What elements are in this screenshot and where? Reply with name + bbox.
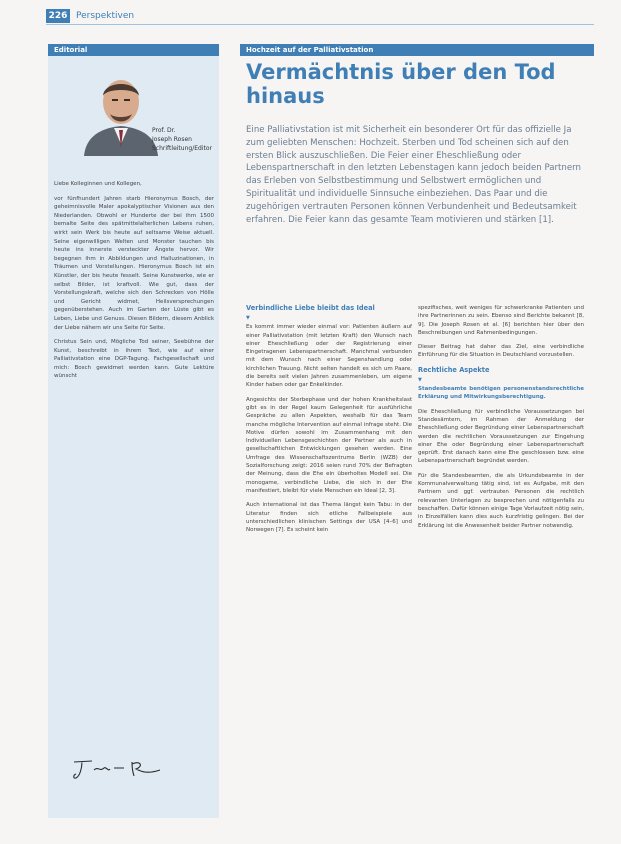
column-paragraph: Angesichts der Sterbephase und der hohen Krankheitslast gibt es in der Regel kaum Gelegenheit für ausführliche Gespräche zu allen Aspekten, weshalb für das Team manche mögliche Intervention auf einmal infrage steht. Die Motive dürfen sowohl im Zusammenhang mit den Individuellen Lebensgeschichten der Partner als auch in gesellschaftlichen Entwicklungen gesehen werden. Eine Umfrage des Wissenschaftszentrums Berlin (WZB) der Sozialforschung zeigt: 2016 seien rund 70% der Befragten der Meinung, dass die Ehe ein überholtes Modell sei. Die monogame, verbindliche Liebe, die sich in der Ehe manifestiert, bleibt für viele Menschen ein Ideal [2, 3]. — [246, 396, 412, 494]
editorial-label: Editorial — [48, 44, 219, 56]
article-lead: Eine Palliativstation ist mit Sicherheit ein besonderer Ort für das offizielle Ja zum geliebten Menschen: Hochzeit. Sterben und Tod scheinen sich auf den ersten Blick auszuschließen. Die Feier einer Eheschließung oder Lebenspartnerschaft in den letzten Lebenstagen kann jedoch beiden Partnern das Erleben von Selbstbestimmung und Selbstwert ermöglichen und Spiritualität und individuelle Sinnsuche einbeziehen. Das Paar und die zugehörigen vertrauten Personen können Verbundenheit und Bedeutsamkeit erfahren. Die Feier kann das gesamte Team motivieren und stärken [1]. — [246, 125, 581, 225]
column-heading: Rechtliche Aspekte — [418, 365, 490, 374]
signature — [70, 756, 170, 786]
page-header — [0, 0, 621, 26]
article-column-2 — [418, 304, 584, 536]
author-title: Prof. Dr. — [152, 127, 176, 134]
column-paragraph: Dieser Beitrag hat daher das Ziel, eine verbindliche Einführung für die Situation in Deutschland vorzustellen. — [418, 344, 584, 359]
editorial-text — [54, 180, 214, 387]
section-intro: Standesbeamte benötigen personenstandsrechtliche Erklärung und Mitwirkungsberechtigung. — [418, 386, 584, 401]
article-title: Vermächtnis über den Tod hinaus — [246, 60, 556, 108]
page-number: 226 — [46, 9, 70, 23]
editorial-salutation: Liebe Kolleginnen und Kollegen, — [54, 181, 142, 187]
header-rule — [46, 24, 594, 25]
arrow-down-icon: ▼ — [246, 315, 250, 322]
article-column-1 — [246, 304, 412, 540]
column-paragraph: Auch international ist das Thema längst kein Tabu: in der Literatur finden sich etliche Fallbeispiele aus unterschiedlichen klinischen Settings der USA [4–6] und Norwegen [7]. Es scheint kein — [246, 502, 412, 534]
column-paragraph: Es kommt immer wieder einmal vor: Patienten äußern auf einer Palliativstation (mit letzten Kraft) den Wunsch nach einer Eheschließung oder der Registrierung einer Eingetragenen Lebenspartnerschaft. Manchmal verbunden mit dem Wunsch nach einer Segenshandlung oder kirchlichen Trauung. Nicht selten handelt es sich um Paare, die bereits seit vielen Jahren zusammenleben, um eigene Kinder haben oder gar Enkelkinder. — [246, 324, 412, 389]
section-label: Perspektiven — [76, 11, 135, 21]
editorial-panel — [48, 44, 219, 818]
column-paragraph: Für die Standesbeamten, die als Urkundsbeamte in der Kommunalverwaltung tätig sind, ist es Aufgabe, mit den Partnern und ggf. vertrauten Personen die rechtlich relevanten Unterlagen zu besprechen und nötigenfalls zu beschaffen. Dafür können einige Tage Vorlaufzeit nötig sein, in Einzelfällen kann dies auch kurzfristig gelingen. Bei der Erklärung ist die Anwesenheit beider Partner notwendig. — [418, 472, 584, 529]
column-paragraph: Die Eheschließung für verbindliche Voraussetzungen bei Standesämtern, im Rahmen der Anmeldung der Eheschließung oder Begründung einer Lebenspartnerschaft werden die rechtlichen Voraussetzungen zur Eingehung einer Ehe oder Begründung einer Lebenspartnerschaft geprüft. Erst danach kann eine Ehe geschlossen bzw. eine Lebenspartnerschaft begründet werden. — [418, 408, 584, 465]
editorial-paragraph: vor fünfhundert Jahren starb Hieronymus Bosch, der geheimnisvolle Maler apokalyptischer Visionen aus den Niederlanden. Obwohl er Hunderte der bei ihm 1500 bemalte Seite des spätmittelalterlichen Lebens ruhen, wirkt sein Werk bis heute auf seltsame Weise aktuell. Seine eigenwilligen Welten und Monster tauchen bis heute ins innerste versteckter Ängste hervor. Wir begegnen ihm in Abbildungen und Halluzinationen, in Träumen und Vorstellungen. Hieronymus Bosch ist ein Künstler, der bis heute fesselt. Seine Kunstwerke, wie er selbst Bilder, ist kraftvoll. Wie gut, dass der Vorstellungskraft, welche sich den Schrecken von Hölle und Gericht widmet, Heilsversprechungen gegenüberstehen. Auch im Garten der Lüste gibt es Leben, Liebe und Genuss. Diesen Bildern, diesem Anblick der Liebe nähern wir uns Seite für Seite. — [54, 195, 214, 331]
arrow-down-icon: ▼ — [418, 377, 422, 384]
author-info — [152, 126, 216, 153]
column-heading: Verbindliche Liebe bleibt das Ideal — [246, 304, 375, 312]
author-name: Joseph Rosen — [152, 136, 192, 143]
article-category: Hochzeit auf der Palliativstation — [240, 44, 594, 56]
column-paragraph: spezifisches, weit weniges für schwerkranke Patienten und ihre Partnerinnen zu sein. Ebenso sind Berichte bekannt [8, 9]. Die Joseph Rosen et al. [6] berichten hier über den Beschreibungen und Rahmenbedingungen. — [418, 305, 584, 336]
editorial-paragraph: Christus Sein und, Mögliche Tod seiner, Seebühne der Kunst, beschreibt in ihrem Text, wie auf einer Palliativstation eine DGP-Tagung. Fachgesellschaft und mich: Bosch gewidmet werden kann. Gute Lektüre wünscht — [54, 339, 214, 380]
author-role: Schriftleitung/Editor — [152, 145, 212, 152]
